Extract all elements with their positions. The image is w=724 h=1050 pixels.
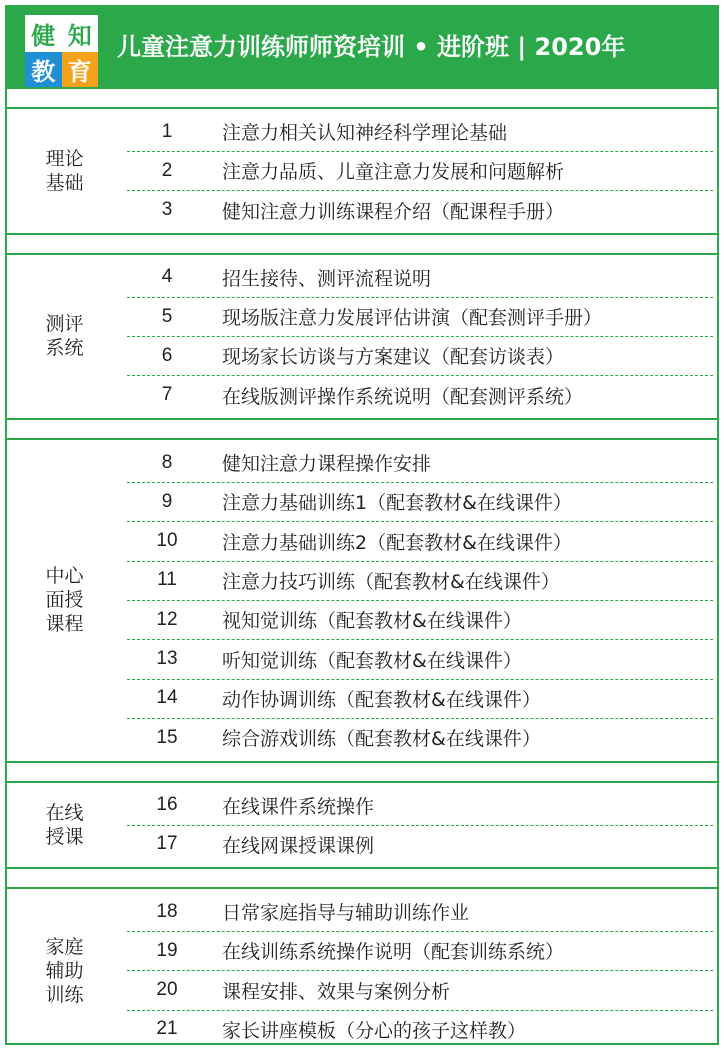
row-title: 视知觉训练（配套教材&在线课件） (222, 610, 522, 633)
row-number: 6 (161, 344, 173, 366)
row-number: 19 (156, 939, 178, 961)
section-label (7, 440, 122, 760)
row-number: 20 (156, 979, 178, 1001)
section-label (7, 255, 122, 418)
row-number: 9 (161, 490, 173, 512)
row-number: 13 (156, 648, 178, 670)
logo-char: 知 (62, 15, 99, 52)
row-title: 现场家长访谈与方案建议（配套访谈表） (222, 346, 565, 369)
row-title: 在线训练系统操作说明（配套训练系统） (222, 941, 565, 964)
section-label (7, 109, 122, 233)
row-title: 注意力基础训练1（配套教材&在线课件） (222, 492, 572, 515)
row-number: 18 (156, 900, 178, 922)
section-label-line: 面授 (45, 589, 84, 612)
row-number: 16 (156, 794, 178, 815)
section-separator (7, 761, 717, 783)
row-title: 健知注意力课程操作安排 (222, 453, 432, 476)
section-label-line: 基础 (45, 171, 84, 194)
section-label-line: 在线 (45, 801, 84, 824)
table-row (127, 151, 713, 191)
course-table (5, 5, 719, 1045)
table-row (127, 892, 713, 932)
logo-char: 健 (25, 15, 62, 52)
row-title: 日常家庭指导与辅助训练作业 (222, 902, 470, 925)
row-title: 听知觉训练（配套教材&在线课件） (222, 649, 522, 672)
header-bar (7, 7, 717, 87)
section-label-line: 训练 (45, 983, 84, 1006)
row-number: 21 (156, 1018, 178, 1040)
logo-char: 育 (62, 52, 99, 89)
row-number: 1 (161, 120, 173, 142)
table-row (127, 376, 713, 415)
table-row (127, 679, 713, 719)
row-title: 招生接待、测评流程说明 (222, 267, 432, 290)
row-title: 健知注意力训练课程介绍（配课程手册） (222, 200, 565, 223)
row-number: 10 (156, 530, 178, 552)
table-row (127, 718, 713, 757)
course-section (7, 889, 717, 1045)
section-label (7, 889, 122, 1045)
section-label-line: 授课 (45, 825, 84, 848)
table-row (127, 786, 713, 826)
table-row (127, 825, 713, 864)
row-number: 15 (156, 726, 178, 748)
section-label-line: 课程 (45, 613, 84, 636)
logo-char: 教 (25, 52, 62, 89)
table-row (127, 258, 713, 298)
section-separator (7, 867, 717, 889)
table-row (127, 600, 713, 640)
row-title: 在线版测评操作系统说明（配套测评系统） (222, 385, 584, 408)
section-label (7, 783, 122, 868)
section-label-line: 家庭 (45, 935, 84, 958)
row-title: 在线网课授课课例 (222, 834, 375, 857)
row-number: 2 (161, 159, 173, 181)
row-title: 现场版注意力发展评估讲演（配套测评手册） (222, 307, 603, 330)
row-title: 注意力相关认知神经科学理论基础 (222, 122, 508, 144)
row-number: 3 (161, 199, 173, 221)
row-number: 7 (161, 384, 173, 406)
table-row (127, 522, 713, 562)
row-title: 动作协调训练（配套教材&在线课件） (222, 688, 541, 711)
course-section (7, 783, 717, 868)
section-label-line: 辅助 (45, 959, 84, 982)
section-separator (7, 87, 717, 109)
row-number: 14 (156, 687, 178, 709)
row-title: 注意力技巧训练（配套教材&在线课件） (222, 570, 560, 593)
row-title: 在线课件系统操作 (222, 795, 375, 818)
section-label-line: 测评 (45, 313, 84, 336)
row-title: 注意力基础训练2（配套教材&在线课件） (222, 531, 572, 554)
course-section (7, 109, 717, 233)
table-row (127, 443, 713, 483)
table-row (127, 191, 713, 230)
logo (25, 15, 98, 88)
table-row (127, 640, 713, 680)
row-number: 17 (156, 833, 178, 855)
row-title: 家长讲座模板（分心的孩子这样教） (222, 1019, 527, 1042)
table-row (127, 336, 713, 376)
row-title: 综合游戏训练（配套教材&在线课件） (222, 728, 541, 751)
course-section (7, 255, 717, 418)
section-label-line: 系统 (45, 337, 84, 360)
table-row (127, 971, 713, 1011)
section-label-line: 中心 (45, 565, 84, 588)
table-row (127, 561, 713, 601)
course-section (7, 440, 717, 760)
row-number: 12 (156, 608, 178, 630)
row-title: 课程安排、效果与案例分析 (222, 980, 451, 1003)
row-title: 注意力品质、儿童注意力发展和问题解析 (222, 161, 565, 184)
row-number: 8 (161, 451, 173, 473)
table-row (127, 1010, 713, 1045)
row-number: 11 (157, 569, 177, 591)
row-number: 5 (161, 305, 173, 327)
section-label-line: 理论 (45, 147, 84, 170)
section-separator (7, 233, 717, 255)
row-number: 4 (161, 266, 173, 288)
table-row (127, 931, 713, 971)
page-title: 儿童注意力训练师师资培训 • 进阶班 | 2020年 (117, 33, 626, 61)
table-row (127, 482, 713, 522)
section-separator (7, 418, 717, 440)
table-row (127, 112, 713, 152)
table-row (127, 297, 713, 337)
